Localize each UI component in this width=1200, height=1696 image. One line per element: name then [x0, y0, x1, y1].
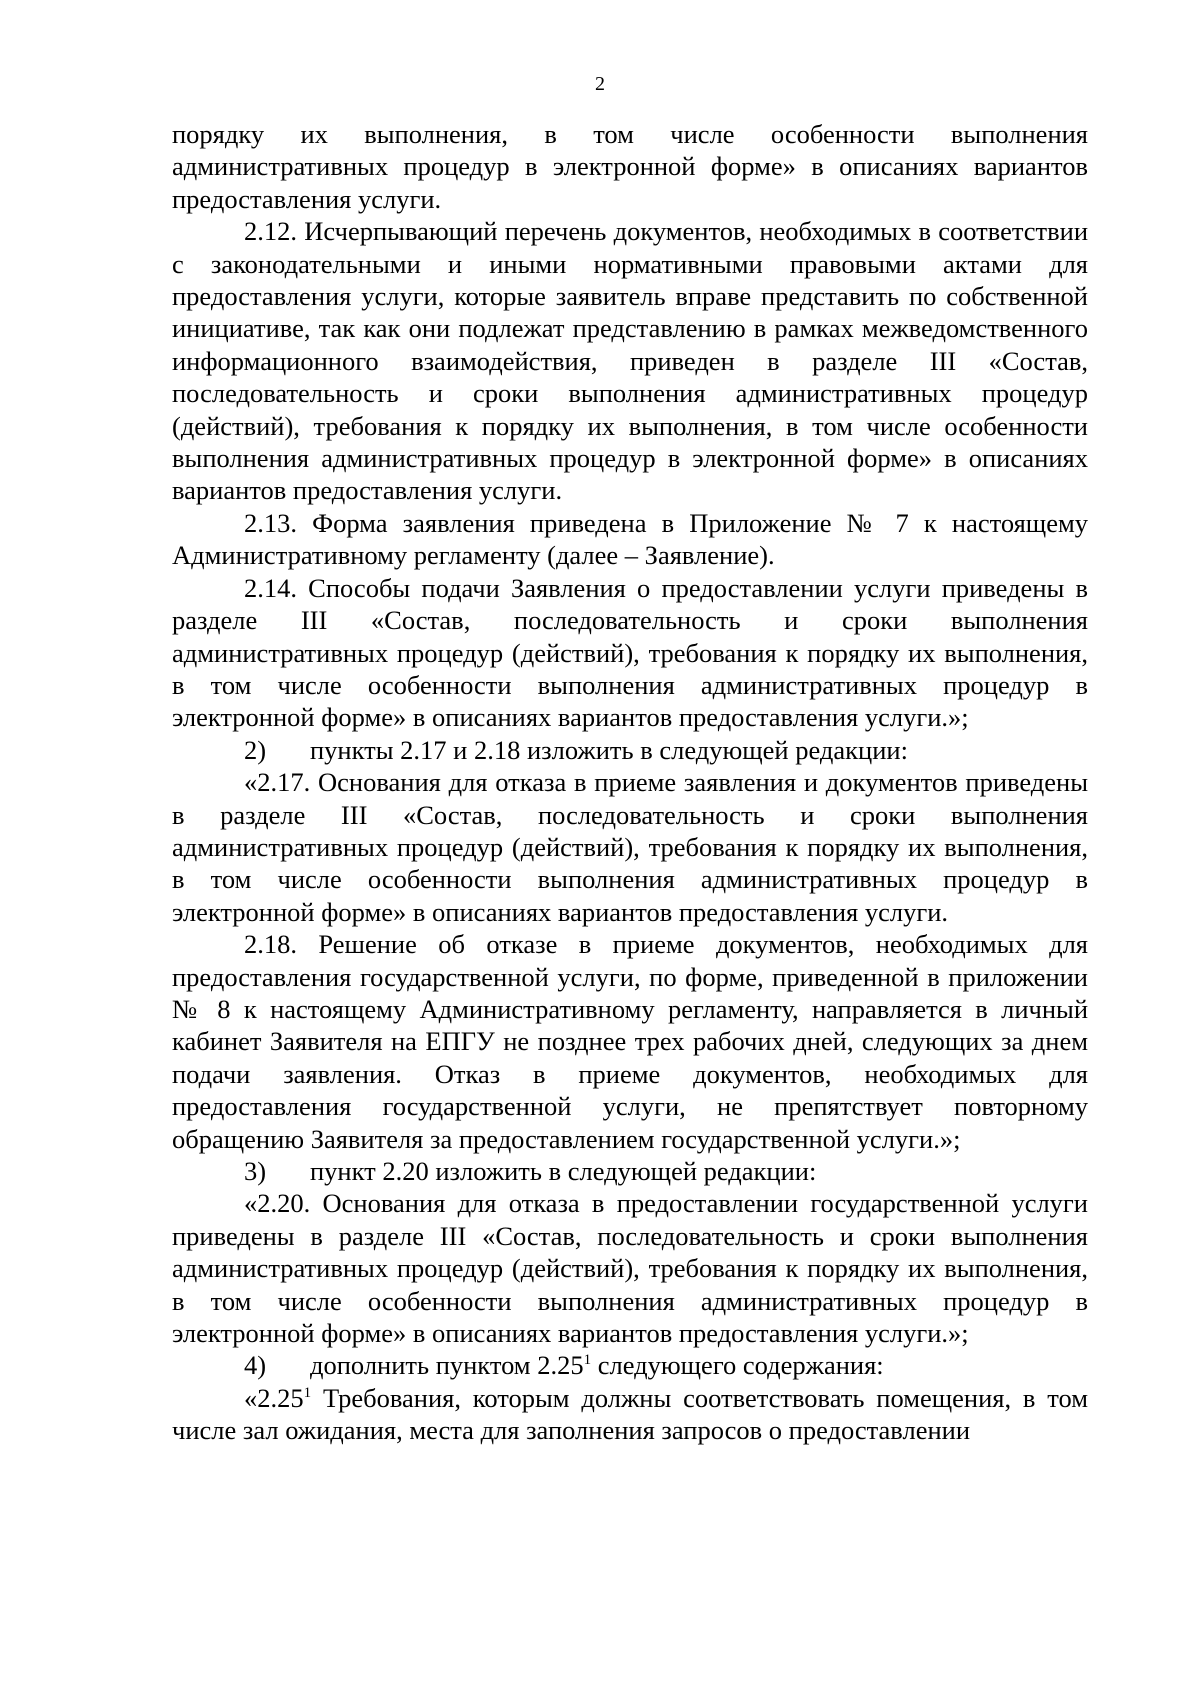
- paragraph-text: Требования, которым должны соответствовать помещения, в том числе зал ожидания, места для заполнения запросов о предоставлении: [172, 1382, 1088, 1446]
- list-item-number: 4): [244, 1350, 267, 1381]
- paragraph-2-14: 2.14. Способы подачи Заявления о предоставлении услуги приведены в разделе III «Состав, последовательность и сроки выполнения административных процедур (действий), требования к порядку их выполнения, в том числе особенности выполнения административных процедур в электронной форме» в описаниях вариантов предоставления услуги.»;: [172, 572, 1088, 733]
- paragraph-2-12: 2.12. Исчерпывающий перечень документов, необходимых в соответствии с законодательными и иными нормативными правовыми актами для предоставления услуги, которые заявитель вправе представить по собственной инициативе, так как они подлежат представлению в рамках межведомственного информационного взаимодействия, приведен в разделе III «Состав, последовательность и сроки выполнения административных процедур (действий), требования к порядку их выполнения, в том числе особенности выполнения административных процедур в электронной форме» в описаниях вариантов предоставления услуги.: [172, 216, 1088, 506]
- list-item-text: пункт 2.20 изложить в следующей редакции:: [310, 1156, 817, 1186]
- superscript: 1: [583, 1352, 592, 1369]
- paragraph-2-13: 2.13. Форма заявления приведена в Приложение № 7 к настоящему Административному регламенту (далее – Заявление).: [172, 507, 1088, 571]
- document-body: [172, 118, 1088, 1447]
- list-item-text: дополнить пунктом 2.25: [310, 1350, 584, 1381]
- list-item-text: пункты 2.17 и 2.18 изложить в следующей редакции:: [310, 734, 908, 765]
- paragraph-2-18: 2.18. Решение об отказе в приеме документов, необходимых для предоставления государственной услуги, по форме, приведенной в приложении № 8 к настоящему Административному регламенту, направляется в личный кабинет Заявителя на ЕПГУ не позднее трех рабочих дней, следующих за днем подачи заявления. Отказ в приеме документов, необходимых для предоставления государственной услуги, не препятствует повторному обращению Заявителя за предоставлением государственной услуги.»;: [172, 929, 1088, 1154]
- page-number: 2: [595, 73, 605, 95]
- paragraph-2-17: «2.17. Основания для отказа в приеме заявления и документов приведены в разделе III «Состав, последовательность и сроки выполнения административных процедур (действий), требования к порядку их выполнения, в том числе особенности выполнения административных процедур в электронной форме» в описаниях вариантов предоставления услуги.: [172, 767, 1088, 927]
- superscript: 1: [303, 1385, 312, 1402]
- list-item-text-end: следующего содержания:: [591, 1350, 884, 1381]
- paragraph-2-25-1: [172, 1382, 1088, 1447]
- paragraph-2-20: «2.20. Основания для отказа в предоставлении государственной услуги приведены в разделе III «Состав, последовательность и сроки выполнения административных процедур (действий), требования к порядку их выполнения, в том числе особенности выполнения административных процедур в электронной форме» в описаниях вариантов предоставления услуги.»;: [172, 1188, 1088, 1349]
- list-item-number: 3): [244, 1156, 267, 1186]
- list-item-number: 2): [244, 734, 267, 765]
- list-item-4: [172, 1349, 1088, 1381]
- list-item-2: [172, 734, 1088, 766]
- paragraph-prefix: «2.25: [244, 1382, 304, 1413]
- list-item-3: [172, 1155, 1088, 1187]
- paragraph-continuation: порядку их выполнения, в том числе особенности выполнения административных процедур в электронной форме» в описаниях вариантов предоставления услуги.: [172, 119, 1088, 214]
